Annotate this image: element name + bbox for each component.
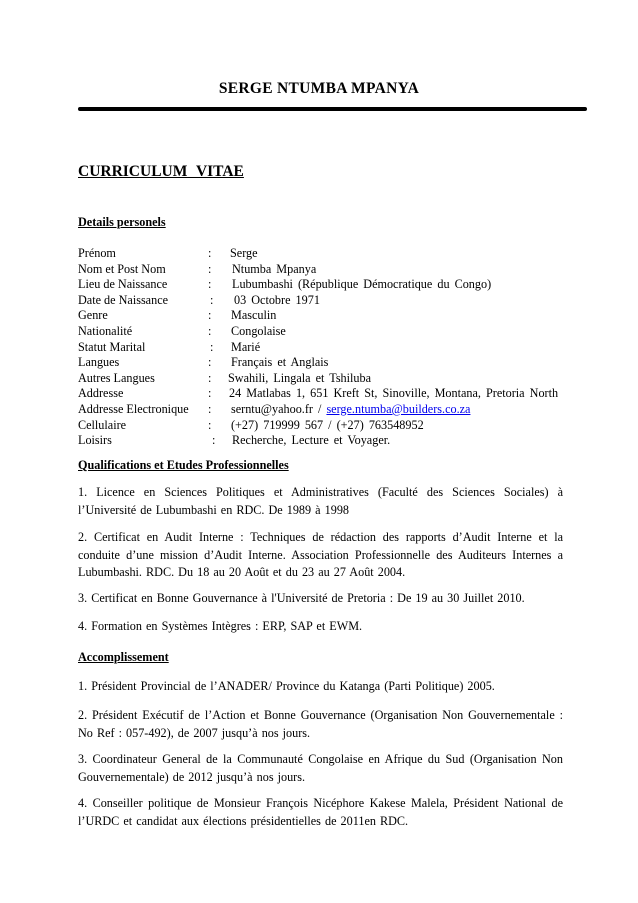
detail-colon: : [208,401,212,416]
detail-label: Genre [78,308,108,323]
detail-label: Date de Naissance [78,292,169,307]
detail-colon: : [208,246,212,260]
detail-colon: : [208,277,212,292]
detail-value: Français et Anglais [231,355,329,370]
personal-details-list [78,246,578,449]
detail-label: Loisirs [78,433,112,448]
detail-value: (+27) 719999 567 / (+27) 763548952 [231,417,424,432]
detail-value: Ntumba Mpanya [232,261,317,276]
detail-label: Nom et Post Nom [78,261,166,276]
detail-label: Addresse [78,386,124,401]
email-link[interactable]: serge.ntumba@builders.co.za [326,401,471,416]
detail-label: Prénom [78,246,116,260]
detail-value: Marié [231,339,261,354]
accomplishments-heading: Accomplissement [78,650,169,664]
detail-colon: : [208,386,212,401]
detail-row-prenom [78,246,578,262]
detail-row-nom [78,262,578,278]
detail-label: Cellulaire [78,417,127,432]
detail-label: Statut Marital [78,339,146,354]
detail-value: Recherche, Lecture et Voyager. [232,433,391,448]
qualification-item: 1. Licence en Sciences Politiques et Administratives (Faculté des Sciences Sociales) à l’Université de Lubumbashi en RDC. De 1989 à 1998 [78,485,563,517]
accomplishment-item: 3. Coordinateur General de la Communauté Congolaise en Afrique du Sud (Organisation Non Gouvernementale) de 2012 jusqu’à nos jours. [78,752,563,784]
qualification-item: 3. Certificat en Bonne Gouvernance à l'Université de Pretoria : De 19 au 30 Juillet 2010. [78,591,525,605]
detail-value: Congolaise [231,323,286,338]
detail-value: Serge [230,246,258,260]
header-divider [78,107,587,111]
detail-row-lieu-naissance [78,277,578,293]
detail-row-autres-langues [78,371,578,387]
detail-label: Langues [78,355,120,370]
detail-row-date-naissance [78,293,578,309]
detail-label: Lieu de Naissance [78,277,168,292]
detail-value: Lubumbashi (République Démocratique du Congo) [232,277,492,292]
detail-value: 03 Octobre 1971 [234,292,320,307]
detail-colon: : [208,308,212,323]
accomplishment-item: 4. Conseiller politique de Monsieur François Nicéphore Kakese Malela, Président National de l’URDC et candidat aux élections présidentielles de 2011en RDC. [78,796,563,828]
accomplishment-item: 2. Président Exécutif de l’Action et Bonne Gouvernance (Organisation Non Gouvernementale : No Ref : 057-492), de 2007 jusqu’à nos jours. [78,708,563,740]
detail-row-nationalite [78,324,578,340]
detail-label: Nationalité [78,323,133,338]
detail-colon: : [208,370,212,385]
qualifications-heading: Qualifications et Etudes Professionnelles [78,458,289,472]
detail-colon: : [208,261,212,276]
detail-colon: : [210,292,214,307]
detail-value: 24 Matlabas 1, 651 Kreft St, Sinoville, Montana, Pretoria North [229,386,559,401]
detail-row-loisirs [78,433,578,449]
qualification-item: 4. Formation en Systèmes Intègres : ERP, SAP et EWM. [78,619,363,633]
detail-colon: : [208,355,212,370]
detail-row-statut-marital [78,340,578,356]
cv-title: CURRICULUM VITAE [78,163,244,180]
detail-row-addresse [78,386,578,402]
qualification-item: 2. Certificat en Audit Interne : Techniques de rédaction des rapports d’Audit Interne et la conduite d’une mission d’Audit Interne. Association Professionnelle des Auditeurs Internes a Lubumbashi. RDC. Du 18 au 20 Août et du 23 au 27 Août 2004. [78,530,563,580]
detail-row-genre [78,308,578,324]
detail-colon: : [212,433,216,448]
candidate-name: SERGE NTUMBA MPANYA [218,80,420,97]
email-primary: serntu@yahoo.fr / [231,401,327,416]
accomplishment-item: 1. Président Provincial de l’ANADER/ Province du Katanga (Parti Politique) 2005. [78,679,495,693]
detail-label: Addresse Electronique [78,401,189,416]
detail-colon: : [208,417,212,432]
details-heading: Details personels [78,215,166,229]
detail-row-cellulaire [78,418,578,434]
detail-value: Masculin [231,308,277,323]
detail-colon: : [208,323,212,338]
detail-row-email [78,402,578,418]
detail-value: Swahili, Lingala et Tshiluba [228,370,372,385]
detail-colon: : [210,339,214,354]
detail-row-langues [78,355,578,371]
detail-value [231,402,470,418]
detail-label: Autres Langues [78,370,155,385]
